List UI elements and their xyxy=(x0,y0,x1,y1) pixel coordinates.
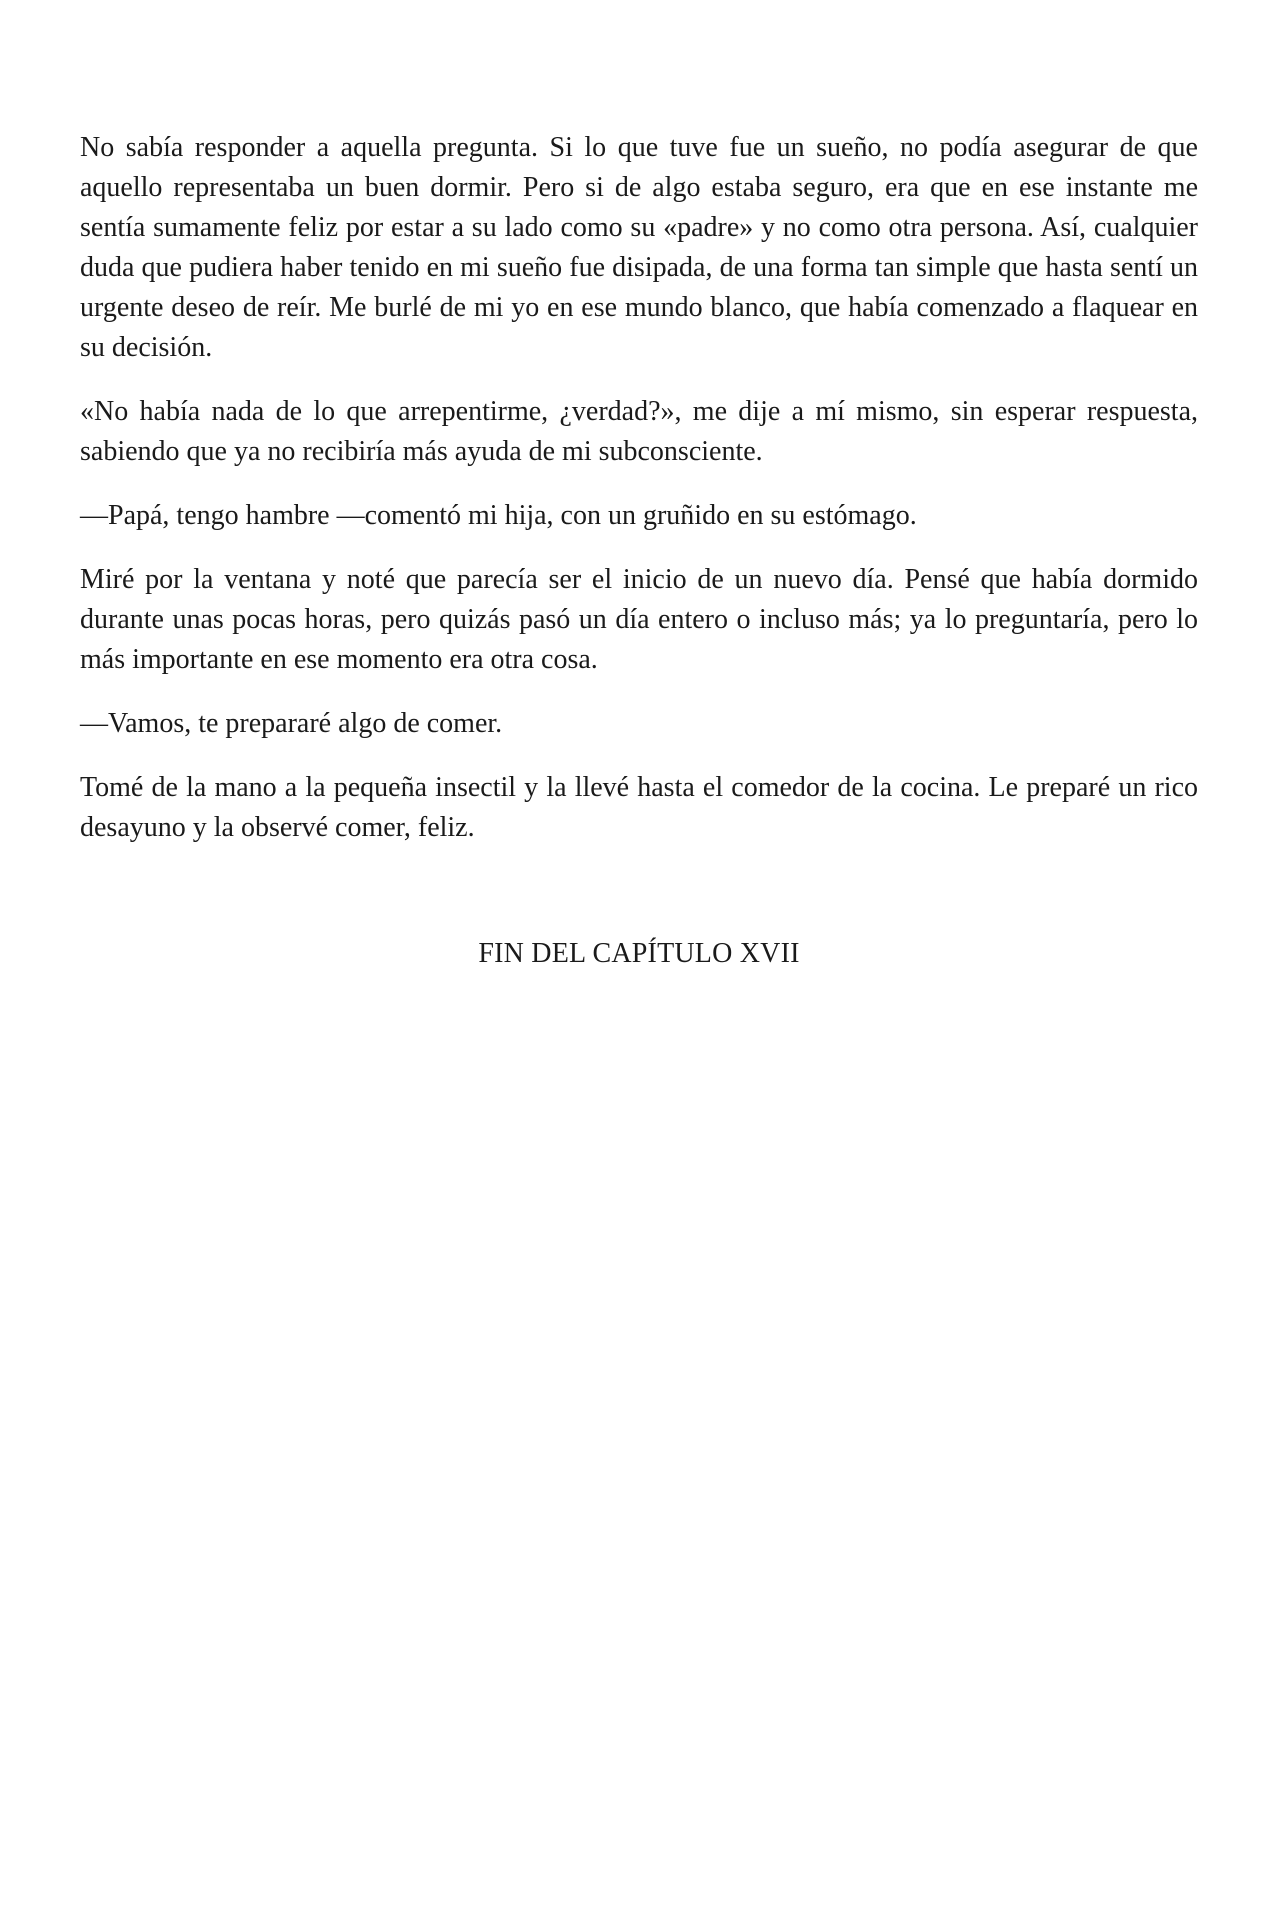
paragraph-1: No sabía responder a aquella pregunta. Si lo que tuve fue un sueño, no podía asegurar de que aquello representaba un buen dormir. Pero si de algo estaba seguro, era que en ese instante me sentía sumamente feliz por estar a su lado como su «padre» y no como otra persona. Así, cualquier duda que pudiera haber tenido en mi sueño fue disipada, de una forma tan simple que hasta sentí un urgente deseo de reír. Me burlé de mi yo en ese mundo blanco, que había comenzado a flaquear en su decisión. xyxy=(80,132,1198,363)
paragraph-4: Miré por la ventana y noté que parecía ser el inicio de un nuevo día. Pensé que había dormido durante unas pocas horas, pero quizás pasó un día entero o incluso más; ya lo preguntaría, pero lo más importante en ese momento era otra cosa. xyxy=(80,564,1198,675)
paragraph-3: —Papá, tengo hambre —comentó mi hija, con un gruñido en su estómago. xyxy=(80,500,917,531)
paragraph-2: «No había nada de lo que arrepentirme, ¿verdad?», me dije a mí mismo, sin esperar respuesta, sabiendo que ya no recibiría más ayuda de mi subconsciente. xyxy=(80,396,1198,467)
paragraph-6: Tomé de la mano a la pequeña insectil y la llevé hasta el comedor de la cocina. Le preparé un rico desayuno y la observé comer, feliz. xyxy=(80,772,1198,843)
chapter-end-heading: FIN DEL CAPÍTULO XVII xyxy=(478,938,800,969)
document-page xyxy=(80,128,1198,974)
paragraph-5: —Vamos, te prepararé algo de comer. xyxy=(80,708,503,739)
